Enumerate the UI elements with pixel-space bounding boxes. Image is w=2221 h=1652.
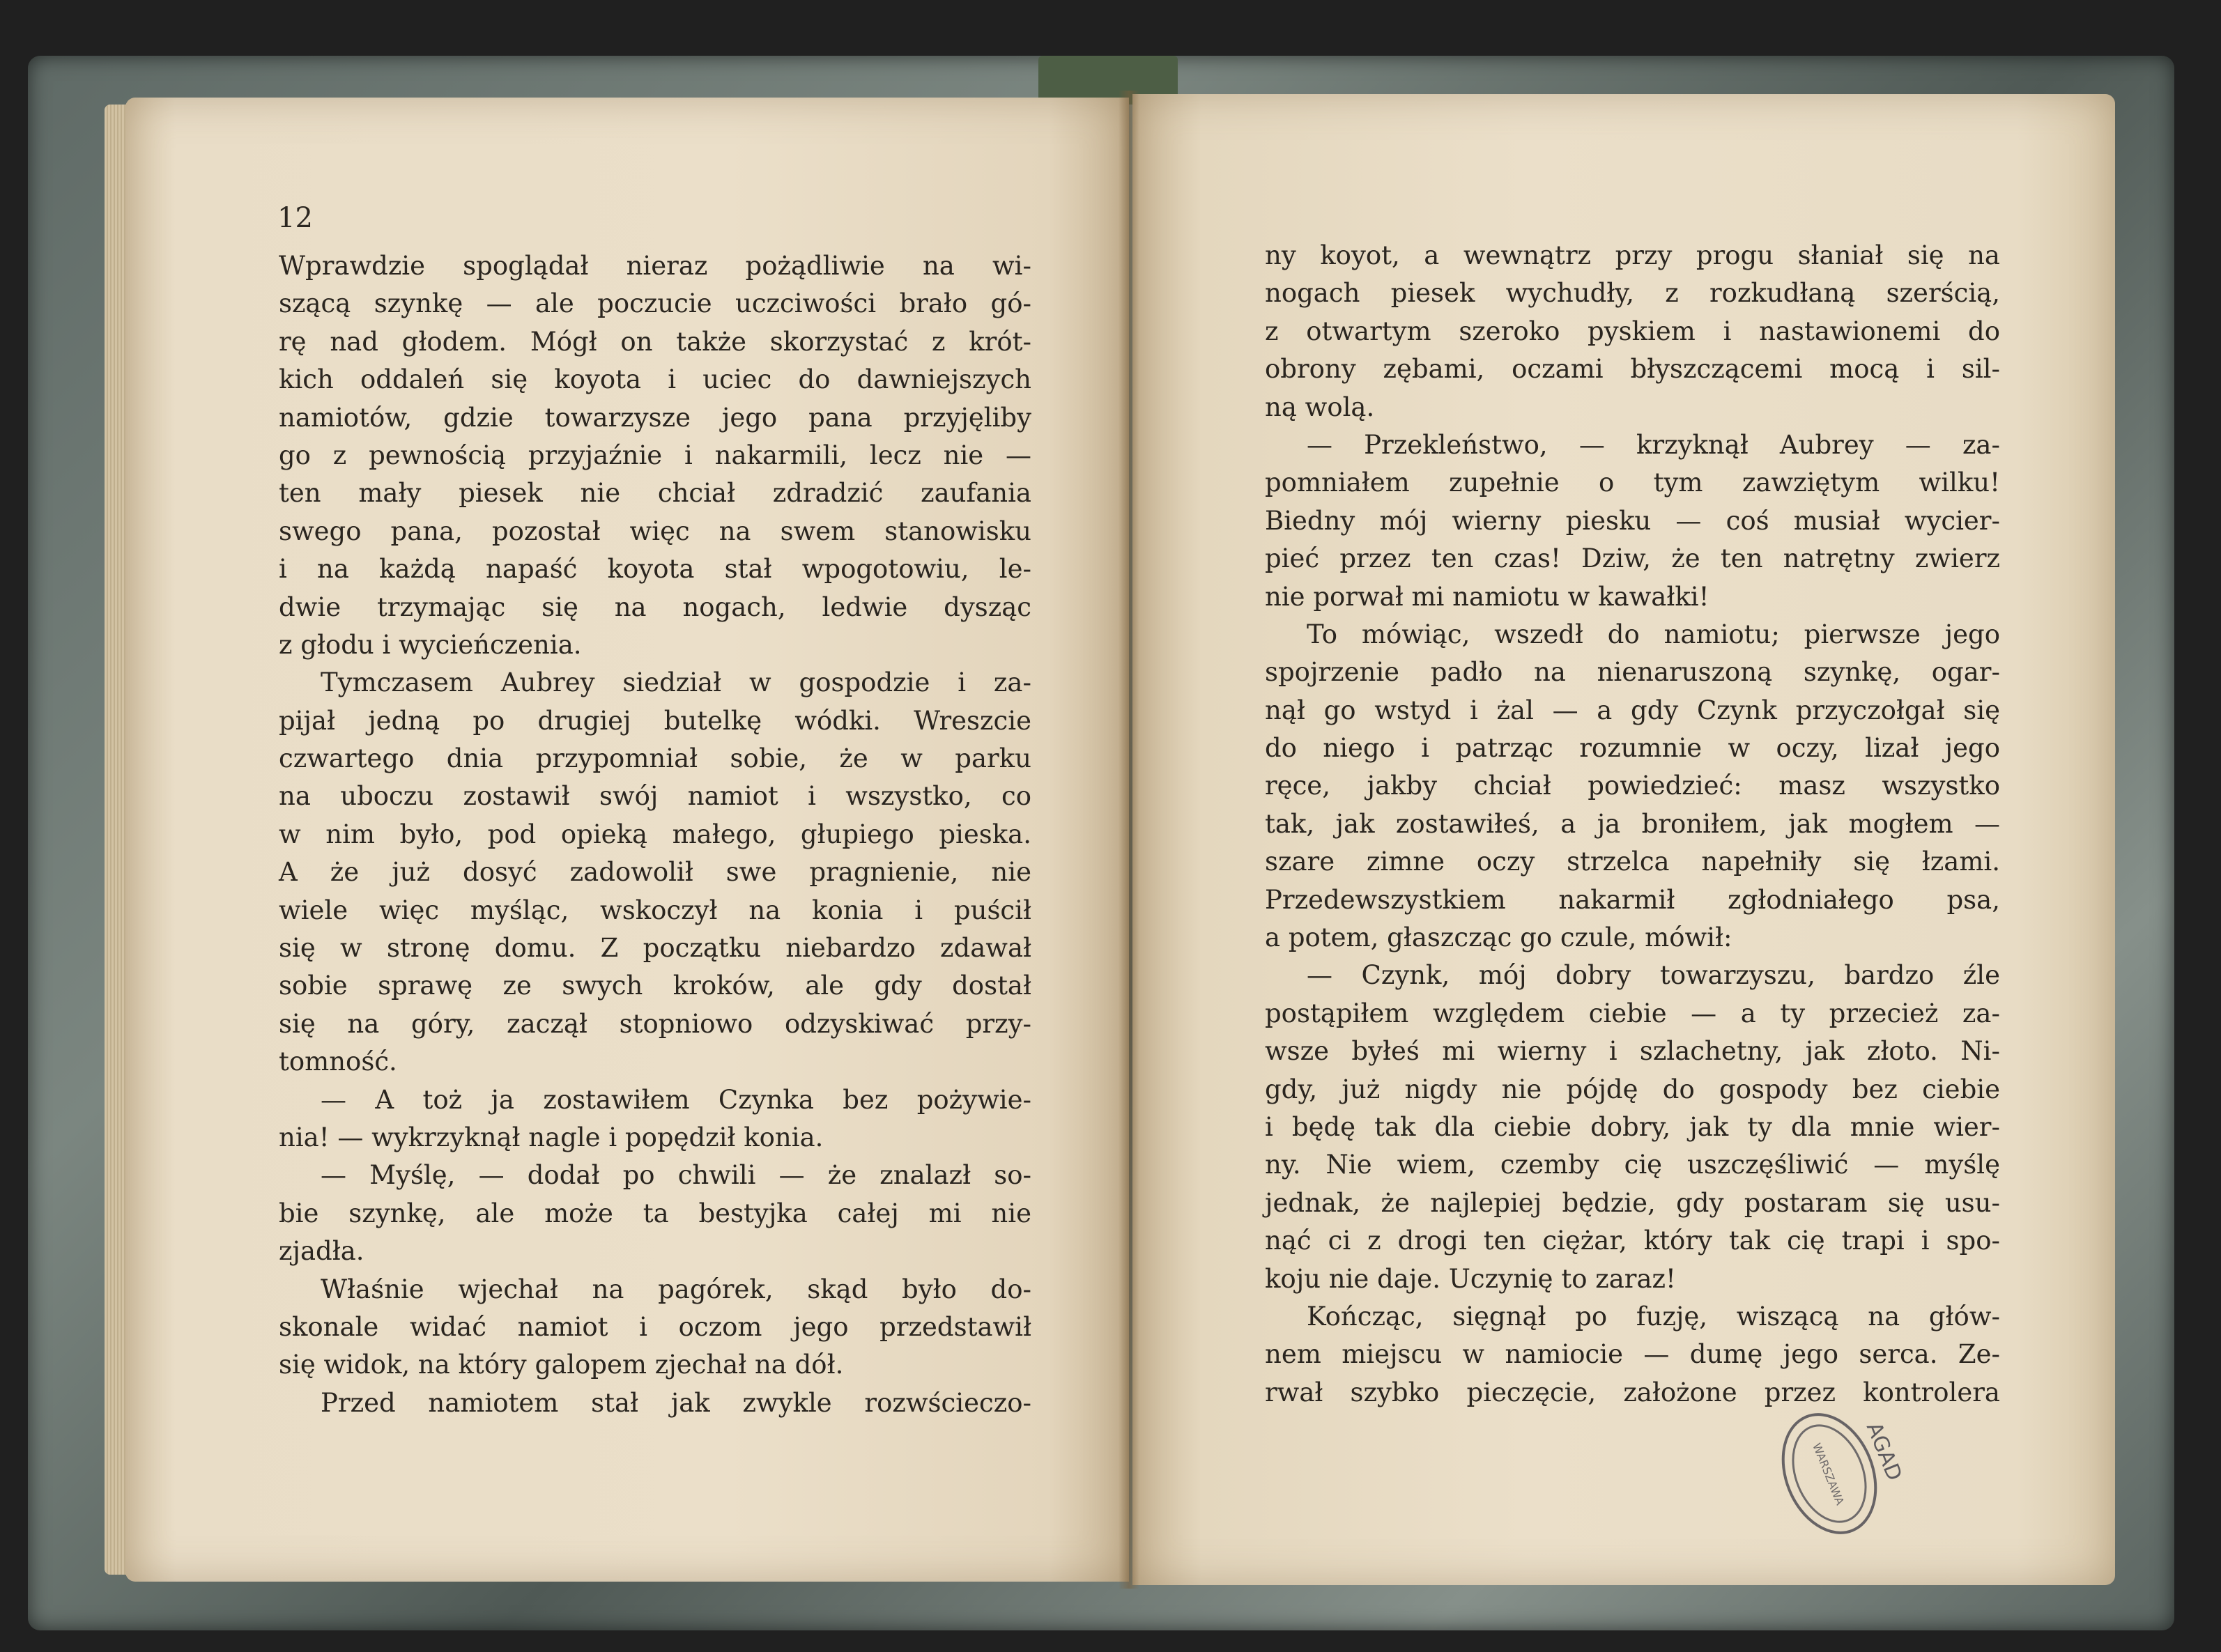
text-line: nem miejscu w namiocie — dumę jego serca. Ze-	[1265, 1339, 2000, 1370]
text-line: się w stronę domu. Z początku niebardzo zdawał	[279, 933, 1031, 964]
stamp-bottom-text: WARSZAWA	[1810, 1441, 1847, 1507]
stamp-top-text: AGAD	[1861, 1419, 1907, 1485]
text-line: szare zimne oczy strzelca napełniły się łzami.	[1265, 847, 2000, 877]
text-line: obrony zębami, oczami błyszczącemi mocą i sil-	[1265, 354, 2000, 385]
text-line: ną wolą.	[1265, 392, 1375, 422]
text-line: — Czynk, mój dobry towarzyszu, bardzo źle	[1307, 960, 2000, 991]
text-line: ny. Nie wiem, czemby cię uszczęśliwić — myślę	[1265, 1150, 2000, 1180]
text-line: Przed namiotem stał jak zwykle rozwścieczo-	[321, 1387, 1031, 1418]
text-line: swego pana, pozostał więc na swem stanowisku	[279, 516, 1031, 546]
text-line: szącą szynkę — ale poczucie uczciwości brało gó-	[279, 288, 1031, 319]
text-line: — Przekleństwo, — krzyknął Aubrey — za-	[1307, 429, 2000, 460]
text-line: — Myślę, — dodał po chwili — że znalazł so-	[321, 1160, 1031, 1191]
text-line: nie porwał mi namiotu w kawałki!	[1265, 581, 1709, 612]
text-line: sobie sprawę ze swych kroków, ale gdy dostał	[279, 971, 1031, 1001]
text-line: go z pewnością przyjaźnie i nakarmili, lecz nie —	[279, 440, 1031, 470]
text-line: nia! — wykrzyknął nagle i popędził konia.	[279, 1122, 824, 1152]
text-line: z otwartym szeroko pyskiem i nastawionemi do	[1265, 316, 2000, 346]
text-line: Tymczasem Aubrey siedział w gospodzie i za-	[321, 667, 1031, 698]
text-line: bie szynkę, ale może ta bestyjka całej mi nie	[279, 1198, 1031, 1228]
text-line: zjadła.	[279, 1236, 364, 1267]
text-line: A że już dosyć zadowolił swe pragnienie, nie	[279, 857, 1031, 888]
text-line: dwie trzymając się na nogach, ledwie dysząc	[279, 592, 1031, 622]
text-line: ny koyot, a wewnątrz przy progu słaniał się na	[1265, 240, 2000, 270]
text-line: postąpiłem względem ciebie — a ty przecież za-	[1265, 998, 2000, 1028]
text-line: pieć przez ten czas! Dziw, że ten natrętny zwierz	[1265, 543, 2000, 574]
text-line: rę nad głodem. Mógł on także skorzystać z krót-	[279, 326, 1031, 357]
text-line: nął go wstyd i żal — a gdy Czynk przyczołgał się	[1265, 695, 2000, 725]
text-line: nąć ci z drogi ten ciężar, który tak cię trapi i spo-	[1265, 1226, 2000, 1256]
text-line: się widok, na który galopem zjechał na dół.	[279, 1350, 844, 1380]
text-line: kich oddaleń się koyota i uciec do dawniejszych	[279, 364, 1031, 395]
text-line: ten mały piesek nie chciał zdradzić zaufania	[279, 478, 1031, 509]
text-line: czwartego dnia przypomniał sobie, że w parku	[279, 743, 1031, 774]
text-line: się na góry, zaczął stopniowo odzyskiwać przy-	[279, 1008, 1031, 1039]
text-line: wiele więc myśląc, wskoczył na konia i puścił	[279, 895, 1031, 925]
text-line: tak, jak zostawiłeś, a ja broniłem, jak mogłem —	[1265, 808, 2000, 839]
text-line: To mówiąc, wszedł do namiotu; pierwsze jego	[1307, 619, 2000, 649]
text-line: i będę tak dla ciebie dobry, jak ty dla mnie wier-	[1265, 1111, 2000, 1142]
text-line: pomniałem zupełnie o tym zawziętym wilku!	[1265, 468, 2000, 498]
text-line: wsze byłeś mi wierny i szlachetny, jak złoto. Ni-	[1265, 1036, 2000, 1067]
text-line: z głodu i wycieńczenia.	[279, 629, 582, 660]
text-line: rwał szybko pieczęcie, założone przez kontrolera	[1265, 1377, 2000, 1407]
text-line: pijał jedną po drugiej butelkę wódki. Wreszcie	[279, 705, 1031, 736]
text-line: a potem, głaszcząc go czule, mówił:	[1265, 923, 1732, 953]
text-line: i na każdą napaść koyota stał wpogotowiu, le-	[279, 554, 1031, 585]
text-line: Kończąc, sięgnął po fuzję, wiszącą na głów-	[1307, 1301, 2000, 1331]
text-line: na uboczu zostawił swój namiot i wszystko, co	[279, 781, 1031, 812]
archive-stamp	[1763, 1400, 1907, 1547]
text-line: w nim było, pod opieką małego, głupiego pieska.	[279, 819, 1031, 849]
text-line: tomność.	[279, 1047, 397, 1077]
text-line: namiotów, gdzie towarzysze jego pana przyjęliby	[279, 402, 1031, 433]
text-line: do niego i patrząc rozumnie w oczy, lizał jego	[1265, 733, 2000, 764]
right-page-text	[1265, 237, 2000, 1412]
text-line: Właśnie wjechał na pagórek, skąd było do-	[321, 1274, 1031, 1304]
page-number: 12	[277, 202, 313, 234]
left-page-text	[279, 247, 1031, 1422]
text-line: Wprawdzie spoglądał nieraz pożądliwie na wi-	[279, 251, 1031, 281]
text-line: Biedny mój wierny piesku — coś musiał wycier-	[1265, 505, 2000, 536]
text-line: ręce, jakby chciał powiedzieć: masz wszystko	[1265, 771, 2000, 801]
text-line: koju nie daje. Uczynię to zaraz!	[1265, 1263, 1676, 1294]
text-line: Przedewszystkiem nakarmił zgłodniałego psa,	[1265, 884, 2000, 915]
book-gutter	[1119, 91, 1139, 1589]
text-line: — A toż ja zostawiłem Czynka bez pożywie-	[321, 1084, 1031, 1115]
text-line: jednak, że najlepiej będzie, gdy postaram się usu-	[1265, 1187, 2000, 1218]
text-line: nogach piesek wychudły, z rozkudłaną szerścią,	[1265, 278, 2000, 309]
text-line: skonale widać namiot i oczom jego przedstawił	[279, 1311, 1031, 1342]
text-line: spojrzenie padło na nienaruszoną szynkę, ogar-	[1265, 657, 2000, 688]
text-line: gdy, już nigdy nie pójdę do gospody bez ciebie	[1265, 1074, 2000, 1104]
